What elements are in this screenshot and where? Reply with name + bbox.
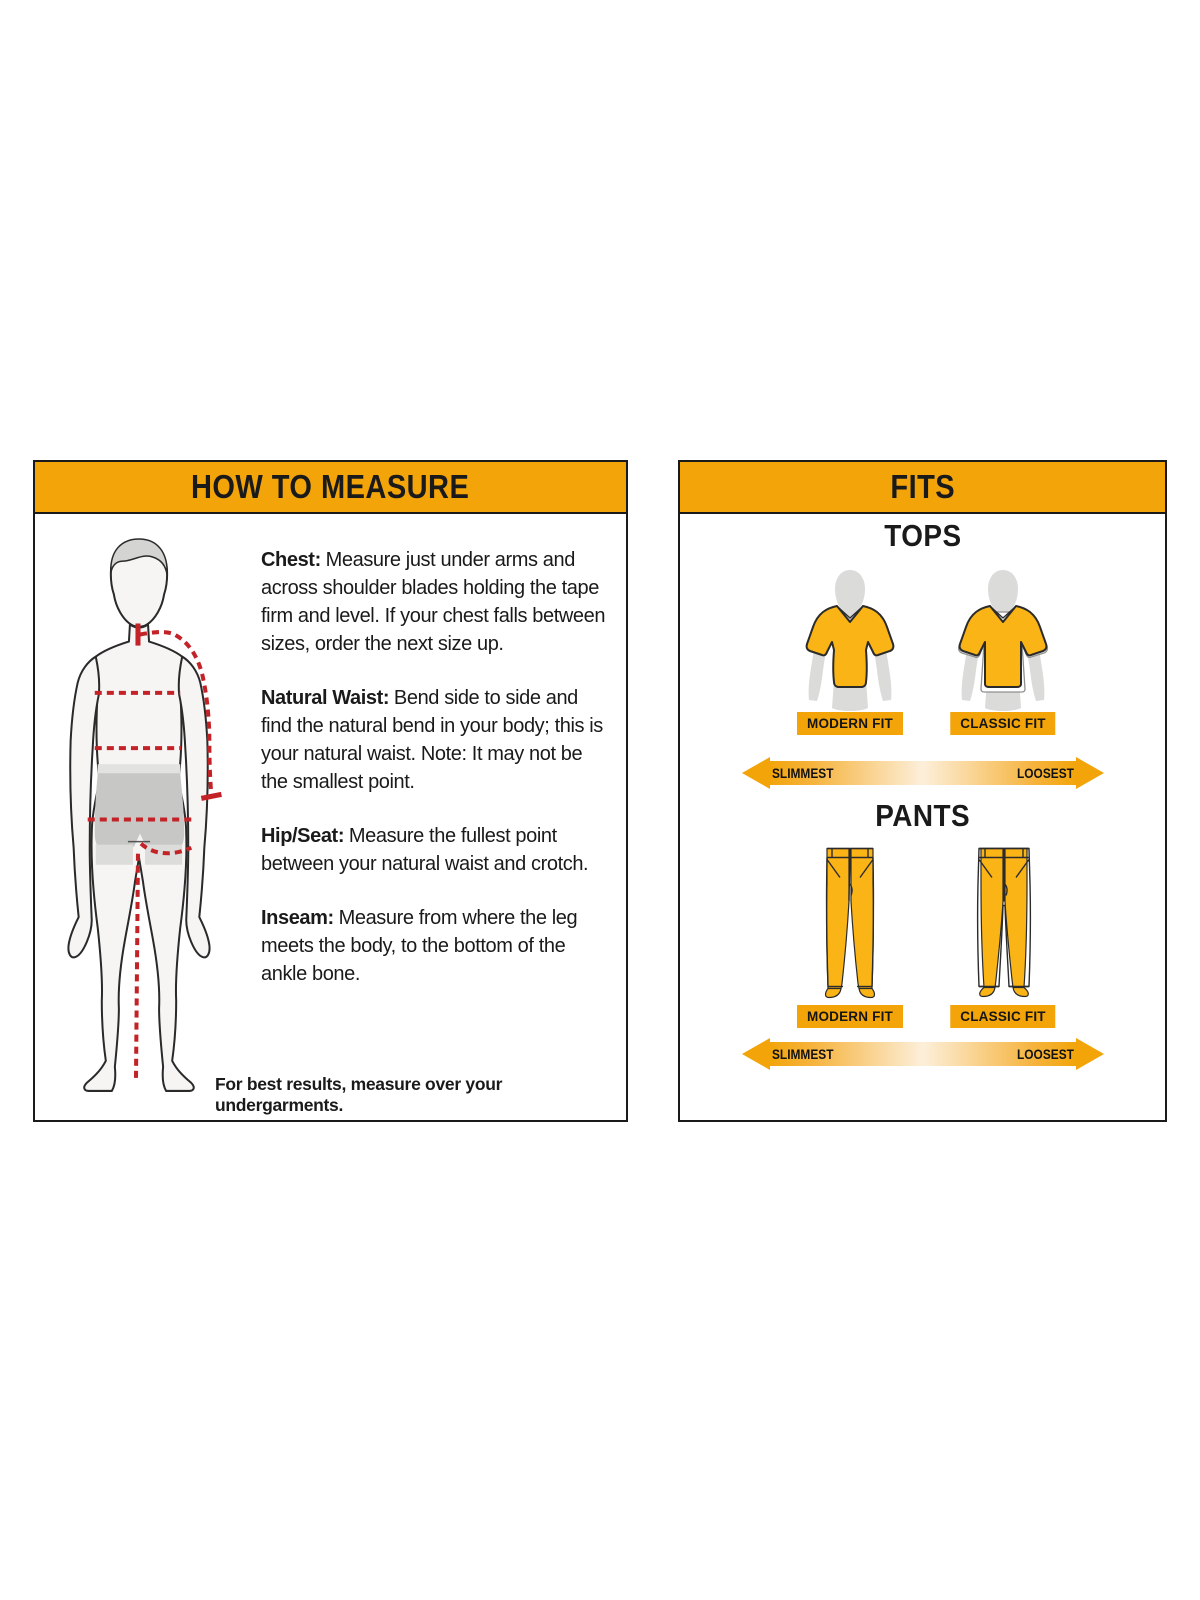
instruction-inseam — [261, 904, 609, 988]
pants-classic-drawing — [972, 845, 1036, 1000]
instruction-text: Measure the fullest point between your natural waist and crotch. — [261, 825, 589, 875]
right-arrowhead — [1076, 1038, 1104, 1070]
how-to-measure-panel — [33, 460, 628, 1122]
fit-badge-modern-pants: MODERN FIT — [797, 1005, 903, 1028]
tshirt-classic-drawing — [943, 568, 1063, 716]
tops-section-title: TOPS — [883, 518, 962, 553]
instruction-text: Measure just under arms and across shoulder blades holding the tape firm and level. If your chest falls between sizes, order the next size up. — [261, 549, 606, 655]
figure-left-thigh-shading — [96, 845, 133, 865]
body-measurement-figure — [51, 534, 233, 1102]
tshirt-modern-illustration — [790, 568, 910, 716]
loosest-label: LOOSEST — [1017, 1046, 1074, 1062]
instruction-natural-waist — [261, 684, 609, 796]
inseam-measure-line — [136, 854, 138, 1082]
measurement-footnote: For best results, measure over your undergarments. — [215, 1074, 503, 1115]
left-arrowhead — [742, 1038, 770, 1070]
body-figure-illustration — [51, 534, 233, 1102]
pants-modern-drawing — [818, 845, 882, 1000]
fits-header — [680, 462, 1165, 514]
loosest-label: LOOSEST — [1017, 765, 1074, 781]
fit-scale-pants — [742, 1037, 1104, 1071]
right-arrowhead — [1076, 757, 1104, 789]
pants-section-title: PANTS — [875, 798, 970, 833]
slimmest-label: SLIMMEST — [772, 765, 834, 781]
fits-title: FITS — [890, 468, 955, 505]
how-to-measure-title: HOW TO MEASURE — [191, 468, 470, 505]
figure-waist-shading — [98, 764, 180, 774]
fits-panel — [678, 460, 1167, 1122]
instruction-term: Inseam: — [261, 907, 334, 929]
pants-classic-illustration — [972, 845, 1036, 1000]
measurement-instructions — [261, 546, 609, 1014]
pants-modern-illustration — [818, 845, 882, 1000]
fit-badge-modern-tops: MODERN FIT — [797, 712, 903, 735]
instruction-term: Chest: — [261, 549, 321, 571]
how-to-measure-header — [35, 462, 626, 514]
fit-badge-classic-pants: CLASSIC FIT — [950, 1005, 1055, 1028]
fit-scale-tops — [742, 756, 1104, 790]
fit-badge-classic-tops: CLASSIC FIT — [950, 712, 1055, 735]
instruction-chest — [261, 546, 609, 658]
instruction-text: Measure from where the leg meets the body, to the bottom of the ankle bone. — [261, 907, 578, 985]
tshirt-classic-illustration — [943, 568, 1063, 716]
slimmest-label: SLIMMEST — [772, 1046, 834, 1062]
instruction-term: Natural Waist: — [261, 687, 390, 709]
left-arrowhead — [742, 757, 770, 789]
tshirt-modern-drawing — [790, 568, 910, 716]
instruction-text: Bend side to side and find the natural bend in your body; this is your natural waist. Note: It may not be the smallest point. — [261, 687, 603, 793]
instruction-term: Hip/Seat: — [261, 825, 345, 847]
instruction-hip-seat — [261, 822, 609, 878]
